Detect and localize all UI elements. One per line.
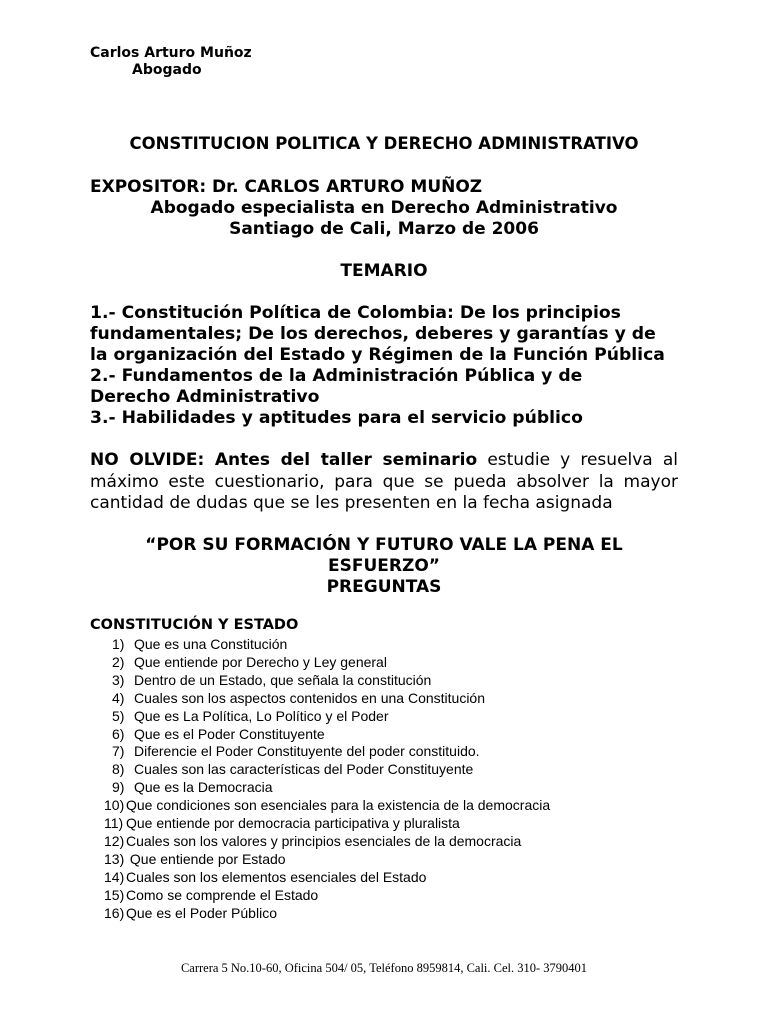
question-text: Dentro de un Estado, que señala la constitución xyxy=(134,671,432,688)
question-item xyxy=(112,672,550,690)
question-number: 16) xyxy=(104,904,125,921)
temario-heading: TEMARIO xyxy=(340,261,428,281)
question-text: Que condiciones son esenciales para la existencia de la democracia xyxy=(126,797,551,814)
question-item xyxy=(104,905,550,923)
question-item xyxy=(112,654,550,672)
temario-list xyxy=(90,303,690,429)
author-name: Carlos Arturo Muñoz xyxy=(90,45,252,61)
question-item xyxy=(104,887,550,905)
temario-line: la organización del Estado y Régimen de la Función Pública xyxy=(90,345,665,365)
question-item xyxy=(104,797,550,815)
question-text: Que es una Constitución xyxy=(134,636,288,652)
temario-line: 3.- Habilidades y aptitudes para el servicio público xyxy=(90,408,583,428)
author-role: Abogado xyxy=(132,62,202,78)
question-text: Que entiende por democracia participativa y pluralista xyxy=(126,815,460,832)
quote-block xyxy=(0,535,768,598)
question-number: 12) xyxy=(104,832,125,849)
question-item xyxy=(112,743,550,761)
quote-line-2: ESFUERZO” xyxy=(328,556,440,576)
question-item xyxy=(104,833,550,851)
temario-line: Derecho Administrativo xyxy=(90,387,320,407)
question-item xyxy=(112,726,550,744)
question-number: 4) xyxy=(112,689,125,706)
question-item xyxy=(104,851,550,869)
question-item xyxy=(112,636,550,654)
section-heading: CONSTITUCIÓN Y ESTADO xyxy=(90,617,299,633)
question-text: Cuales son los elementos esenciales del Estado xyxy=(126,868,427,885)
question-text: Cuales son los aspectos contenidos en una Constitución xyxy=(134,689,485,706)
question-number: 6) xyxy=(112,725,125,742)
temario-line: 1.- Constitución Política de Colombia: De los principios xyxy=(90,303,621,323)
question-text: Que es el Poder Constituyente xyxy=(134,725,325,742)
question-text: Como se comprende el Estado xyxy=(126,886,319,903)
expositor-place-date: Santiago de Cali, Marzo de 2006 xyxy=(229,219,539,239)
question-item xyxy=(112,761,550,779)
expositor-specialty: Abogado especialista en Derecho Administrativo xyxy=(150,198,618,218)
question-number: 8) xyxy=(112,761,125,778)
question-number: 13) xyxy=(104,850,125,867)
temario-line: fundamentales; De los derechos, deberes y garantías y de xyxy=(90,324,656,344)
author-block xyxy=(90,45,252,79)
question-number: 9) xyxy=(112,779,125,796)
question-number: 11) xyxy=(104,815,124,832)
question-text: Que entiende por Estado xyxy=(126,850,286,867)
question-number: 3) xyxy=(112,671,125,688)
question-text: Que entiende por Derecho y Ley general xyxy=(134,653,387,670)
footer-address: Carrera 5 No.10-60, Oficina 504/ 05, Teléfono 8959814, Cali. Cel. 310- 3790401 xyxy=(180,961,588,975)
question-number: 7) xyxy=(112,743,125,760)
question-item xyxy=(112,708,550,726)
question-item xyxy=(112,690,550,708)
question-item xyxy=(104,869,550,887)
question-number: 1) xyxy=(112,636,125,652)
temario-line: 2.- Fundamentos de la Administración Pública y de xyxy=(90,366,583,386)
question-number: 5) xyxy=(112,707,125,724)
quote-line-1: “POR SU FORMACIÓN Y FUTURO VALE LA PENA EL xyxy=(145,535,623,555)
question-number: 15) xyxy=(104,886,125,903)
preguntas-heading: PREGUNTAS xyxy=(326,577,442,597)
document-title: CONSTITUCION POLITICA Y DERECHO ADMINISTRATIVO xyxy=(129,134,639,153)
questions-list xyxy=(104,636,551,923)
question-text: Cuales son los valores y principios esenciales de la democracia xyxy=(126,832,522,849)
question-item xyxy=(104,815,550,833)
question-text: Que es La Política, Lo Político y el Poder xyxy=(134,707,389,724)
notice-bold: NO OLVIDE: Antes del taller seminario xyxy=(90,450,478,470)
question-number: 2) xyxy=(112,653,125,670)
question-text: Que es la Democracia xyxy=(134,779,273,796)
notice-text: estudie y resuelva al máximo este cuestionario, para que se pueda absolver la mayor cantidad de dudas que se les presenten en la fecha asignada xyxy=(90,450,678,513)
expositor-line: EXPOSITOR: Dr. CARLOS ARTURO MUÑOZ xyxy=(90,177,483,197)
question-text: Diferencie el Poder Constituyente del poder constituido. xyxy=(134,743,480,760)
question-text: Cuales son las características del Poder Constituyente xyxy=(134,761,474,778)
question-number: 14) xyxy=(104,868,125,885)
question-item xyxy=(112,779,550,797)
notice-paragraph xyxy=(90,450,678,515)
question-number: 10) xyxy=(104,797,125,814)
question-text: Que es el Poder Público xyxy=(126,904,277,921)
